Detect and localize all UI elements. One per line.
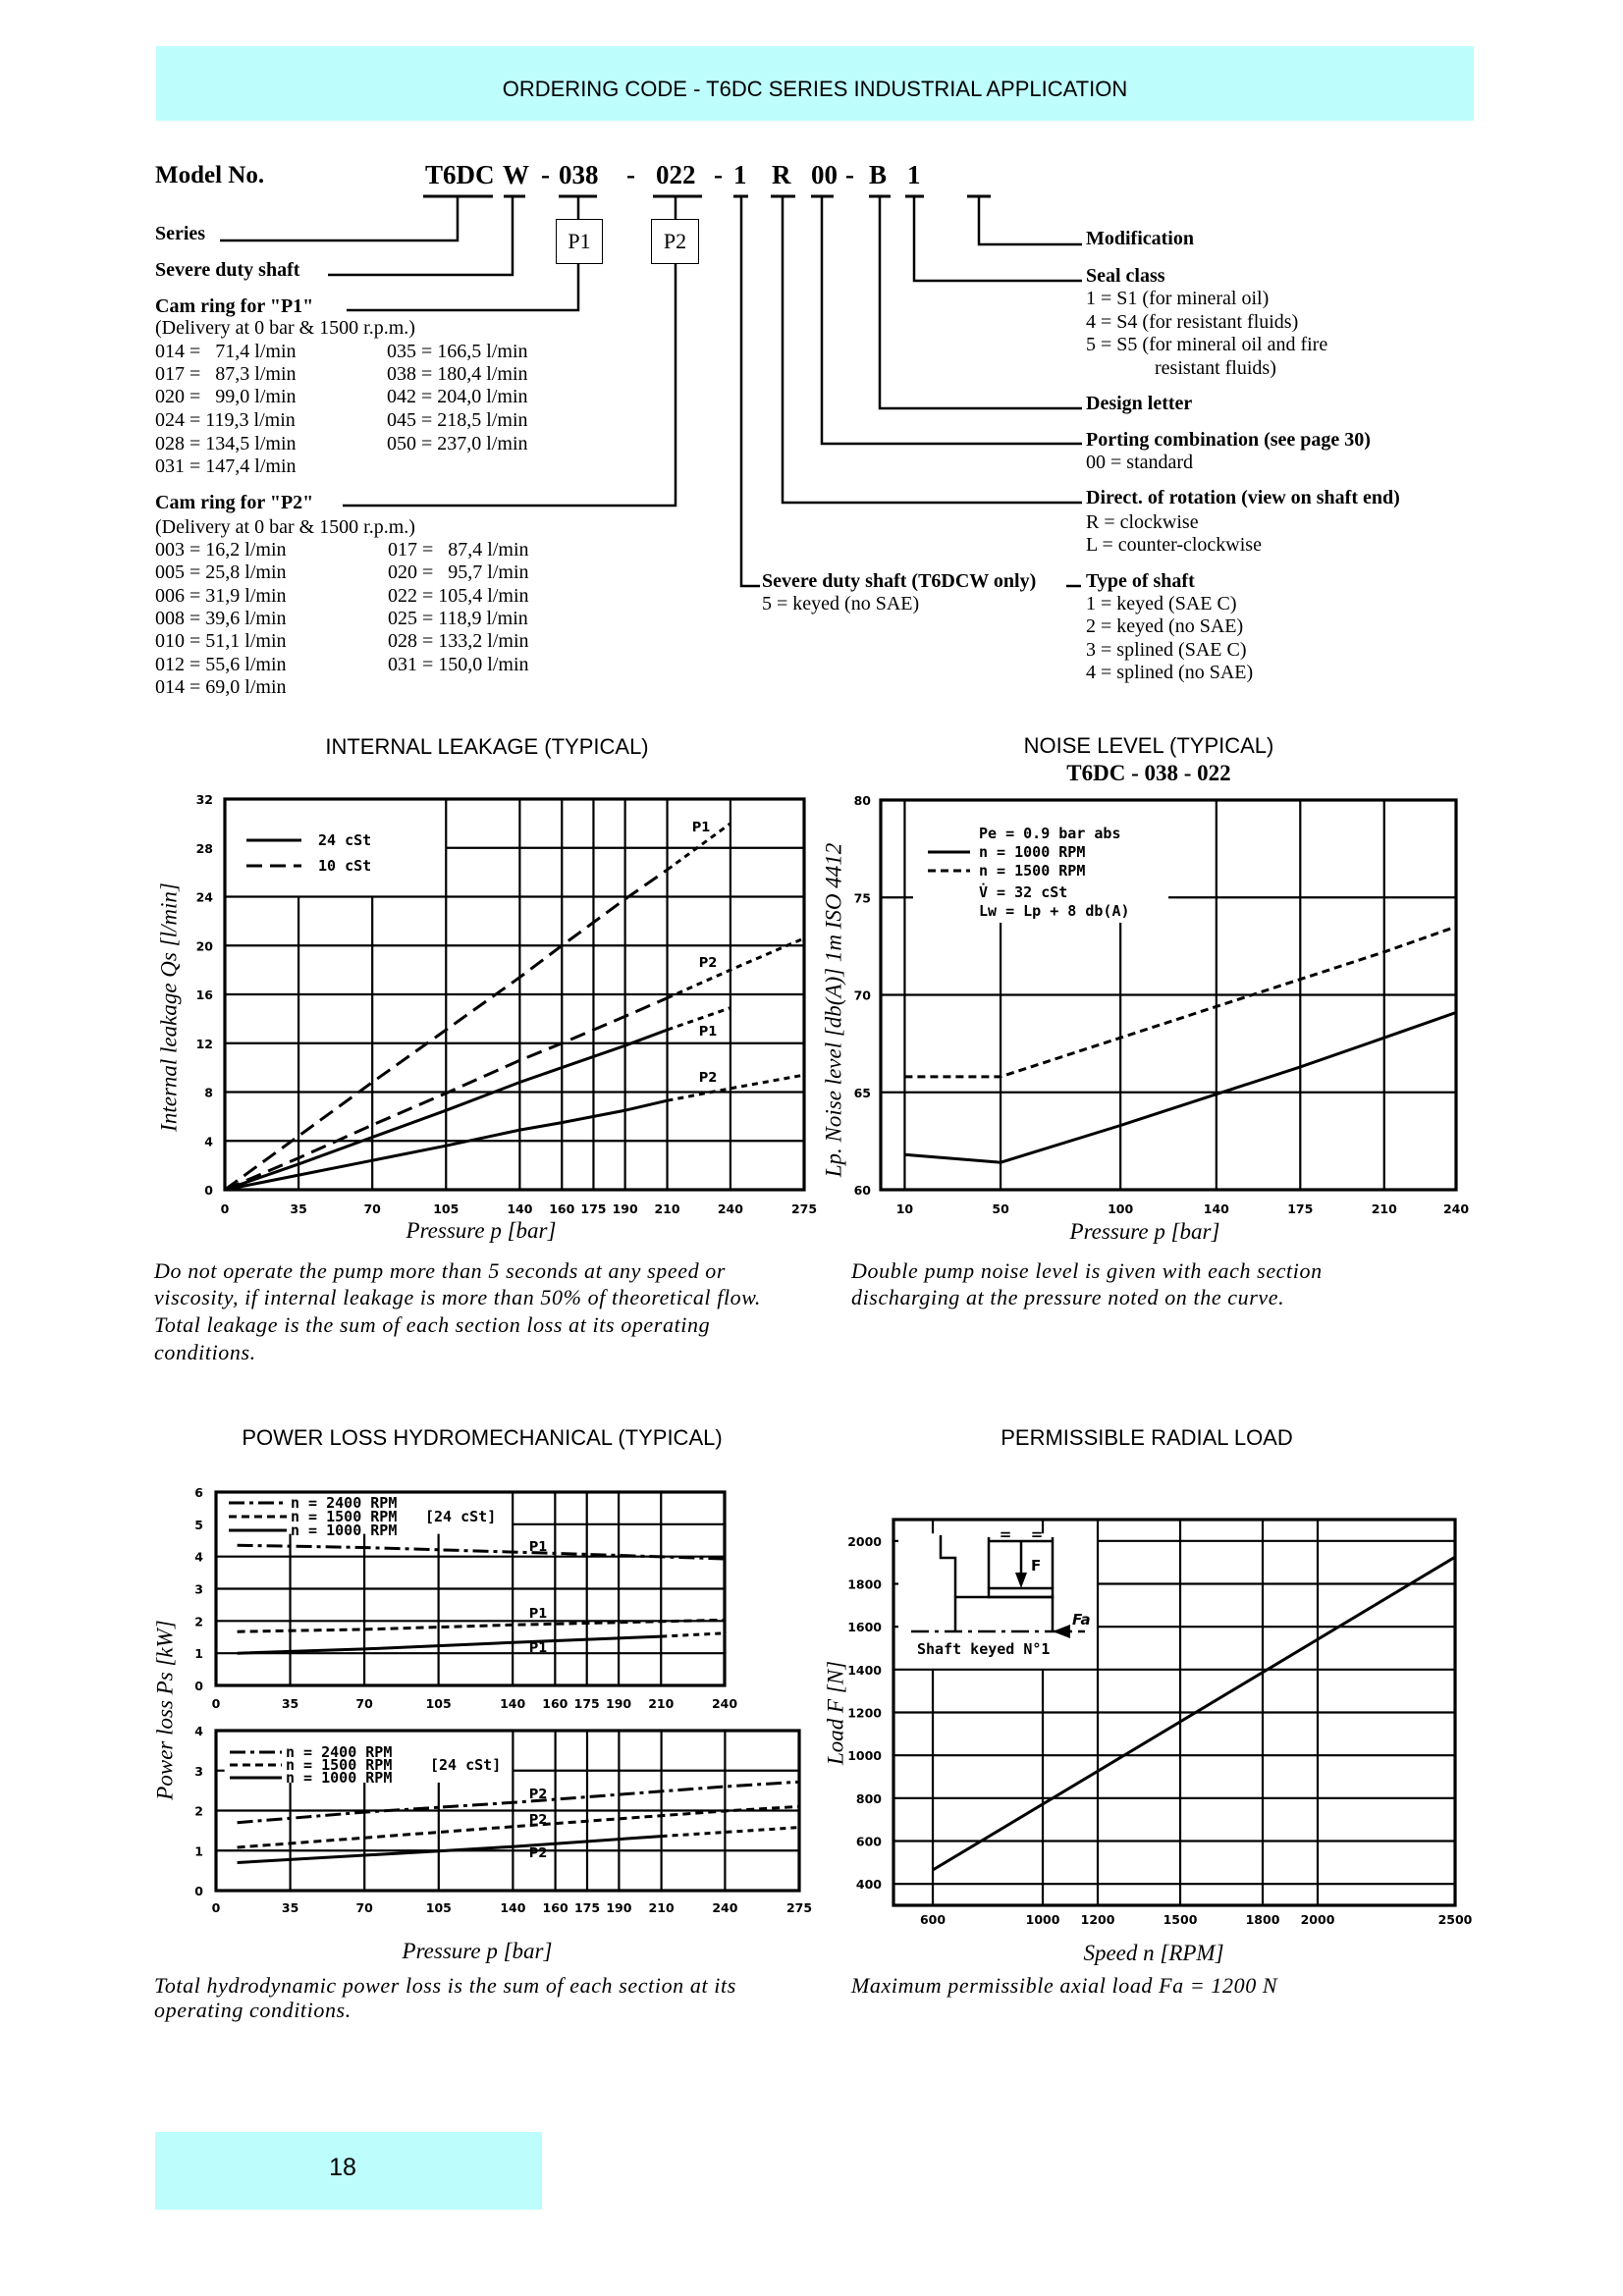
shaft-shoulder-outline	[941, 1535, 955, 1631]
series-line	[238, 1636, 662, 1653]
code-connectors	[220, 197, 1082, 586]
y-tick-label: 4	[204, 1134, 213, 1149]
modification-label: Modification	[1086, 228, 1194, 249]
power-loss-p1-chart	[194, 1485, 737, 1711]
y-tick-label: 4	[194, 1724, 203, 1738]
y-tick-label: 2	[194, 1803, 203, 1819]
series-line-extension	[668, 938, 805, 998]
noise-caption-line: discharging at the pressure noted on the curve.	[851, 1285, 1285, 1309]
chart-legend	[229, 1494, 496, 1539]
legend-entry: 10 cSt	[318, 857, 372, 875]
x-tick-label: 35	[290, 1201, 307, 1216]
cam-ring-p2-title: Cam ring for "P2"	[155, 492, 314, 513]
chart-legend	[230, 1743, 501, 1787]
y-tick-label: 60	[853, 1183, 871, 1198]
x-tick-label: 70	[363, 1201, 381, 1216]
series-label: P2	[528, 1846, 548, 1861]
model-number-label: Model No.	[155, 162, 265, 188]
noise-level-chart	[854, 793, 1470, 1216]
power-loss-p2-chart	[194, 1724, 812, 1915]
x-tick-label: 70	[355, 1696, 373, 1711]
shaft-type-option: 4 = splined (no SAE)	[1086, 662, 1254, 683]
series-line-extension	[662, 1828, 799, 1837]
y-tick-label: 1800	[847, 1576, 882, 1592]
leakage-caption-line: Do not operate the pump more than 5 seconds at any speed or	[154, 1258, 727, 1283]
noise-y-axis-label: Lp. Noise level [db(A)] 1m ISO 4412	[821, 842, 846, 1178]
code-rotation: R	[772, 160, 791, 189]
leakage-caption-line: viscosity, if internal leakage is more than 50% of theoretical flow.	[154, 1285, 762, 1309]
radial-load-chart	[847, 1520, 1472, 1927]
x-tick-label: 175	[573, 1900, 601, 1915]
y-tick-label: 2000	[847, 1533, 882, 1549]
leakage-chart-title: INTERNAL LEAKAGE (TYPICAL)	[325, 734, 649, 759]
dimension-equal-mark: =	[1030, 1525, 1044, 1543]
radial-load-caption: Maximum permissible axial load Fa = 1200 N	[851, 1973, 1278, 1998]
y-tick-label: 1400	[847, 1662, 882, 1678]
x-tick-label: 1800	[1245, 1912, 1280, 1927]
code-separator: -	[541, 160, 550, 189]
cam-ring-p1-option: 045 = 218,5 l/min	[387, 409, 528, 431]
leakage-caption-line: conditions.	[154, 1340, 256, 1364]
x-tick-label: 240	[711, 1696, 738, 1711]
series-label: P2	[698, 1071, 718, 1086]
radial-force-arrow-icon	[1015, 1573, 1027, 1588]
shaft-type-option: 2 = keyed (no SAE)	[1086, 615, 1244, 637]
x-tick-label: 175	[1287, 1201, 1314, 1216]
cam-ring-p1-option: 050 = 237,0 l/min	[387, 433, 528, 454]
x-tick-label: 210	[648, 1696, 675, 1711]
cam-ring-p2-option: 028 = 133,2 l/min	[388, 630, 529, 652]
x-tick-label: 140	[507, 1201, 533, 1216]
cam-ring-p1-option: 031 = 147,4 l/min	[155, 455, 297, 477]
cam-ring-p2-option: 012 = 55,6 l/min	[155, 654, 287, 675]
code-separator: -	[626, 160, 635, 189]
legend-entry: n = 1500 RPM	[979, 862, 1086, 880]
connector-shaft-type	[741, 197, 760, 586]
x-tick-label: 210	[1371, 1201, 1397, 1216]
rotation-option: R = clockwise	[1086, 511, 1199, 533]
y-tick-label: 3	[194, 1581, 203, 1597]
y-tick-label: 2	[194, 1614, 203, 1629]
leakage-x-axis-label: Pressure p [bar]	[406, 1218, 557, 1243]
x-tick-label: 1200	[1080, 1912, 1115, 1927]
cam-ring-p2-option: 022 = 105,4 l/min	[388, 585, 529, 607]
code-shaft-type: 1	[733, 160, 747, 189]
connector-porting	[822, 197, 1082, 444]
x-tick-label: 600	[919, 1912, 947, 1927]
legend-entry: n = 1500 RPM	[291, 1508, 398, 1525]
seal-class-title: Seal class	[1086, 265, 1165, 287]
internal-leakage-chart	[196, 792, 817, 1216]
noise-chart-subtitle: T6DC - 038 - 022	[1066, 761, 1231, 785]
porting-option: 00 = standard	[1086, 452, 1194, 473]
power-loss-x-axis-label: Pressure p [bar]	[402, 1939, 553, 1963]
seal-class-option: 1 = S1 (for mineral oil)	[1086, 288, 1270, 309]
code-porting: 00	[811, 160, 838, 189]
connector-design	[880, 197, 1082, 408]
cam-ring-p1-title: Cam ring for "P1"	[155, 295, 314, 317]
x-tick-label: 105	[425, 1696, 452, 1711]
connector-p1-lower	[347, 264, 578, 310]
shaft-body	[955, 1597, 1053, 1631]
y-tick-label: 1	[194, 1646, 203, 1662]
x-tick-label: 175	[573, 1696, 600, 1711]
power-loss-caption-line: Total hydrodynamic power loss is the sum of each section at its	[154, 1973, 736, 1998]
y-tick-label: 80	[853, 793, 871, 808]
shaft-key	[989, 1588, 1053, 1597]
noise-x-axis-label: Pressure p [bar]	[1069, 1219, 1220, 1244]
x-tick-label: 190	[612, 1201, 638, 1216]
code-p1-cam: 038	[559, 160, 599, 189]
cam-ring-p1-option: 014 = 71,4 l/min	[155, 341, 297, 362]
x-tick-label: 190	[606, 1696, 632, 1711]
series-line	[238, 1837, 662, 1863]
cam-ring-p1-option: 035 = 166,5 l/min	[387, 341, 528, 362]
legend-entry: 24 cSt	[318, 831, 372, 849]
connector-modification	[979, 197, 1082, 244]
series-line	[238, 1782, 799, 1823]
y-tick-label: 32	[195, 792, 213, 807]
x-tick-label: 160	[542, 1900, 568, 1915]
x-tick-label: 0	[211, 1696, 221, 1711]
x-tick-label: 2000	[1300, 1912, 1335, 1927]
y-tick-label: 20	[195, 938, 213, 954]
noise-caption-line: Double pump noise level is given with each section	[851, 1258, 1323, 1283]
legend-viscosity-note: [24 cSt]	[425, 1508, 497, 1525]
x-tick-label: 10	[895, 1201, 914, 1216]
radial-load-y-axis-label: Load F [N]	[823, 1660, 848, 1766]
radial-force-label: F	[1031, 1557, 1042, 1575]
legend-viscosity-note: [24 cSt]	[430, 1756, 502, 1774]
y-tick-label: 65	[853, 1085, 871, 1100]
connector-seal	[914, 197, 1082, 281]
y-tick-label: 0	[204, 1183, 213, 1198]
cam-ring-p1-option: 038 = 180,4 l/min	[387, 363, 528, 385]
cam-ring-p2-option: 010 = 51,1 l/min	[155, 630, 287, 652]
cam-ring-p2-option: 017 = 87,4 l/min	[388, 539, 529, 561]
axial-force-label: Fa	[1072, 1611, 1091, 1629]
code-separator: -	[714, 160, 723, 189]
x-tick-label: 275	[790, 1201, 818, 1216]
x-tick-label: 70	[355, 1900, 373, 1915]
dimension-equal-mark: =	[999, 1525, 1012, 1543]
series-label: P1	[698, 1025, 718, 1040]
x-tick-label: 140	[500, 1696, 526, 1711]
cam-ring-p2-option: 003 = 16,2 l/min	[155, 539, 287, 561]
legend-entry: n = 1000 RPM	[979, 843, 1086, 861]
series-label: P2	[528, 1813, 548, 1828]
y-tick-label: 600	[855, 1834, 882, 1849]
x-tick-label: 50	[992, 1201, 1009, 1216]
axial-force-arrow-icon	[1053, 1625, 1070, 1638]
legend-entry: n = 1000 RPM	[286, 1769, 393, 1787]
x-tick-label: 160	[549, 1201, 575, 1216]
x-tick-label: 105	[433, 1201, 460, 1216]
x-tick-label: 175	[580, 1201, 607, 1216]
y-tick-label: 4	[194, 1549, 203, 1565]
connector-p2-lower	[343, 264, 676, 506]
series-line-extension	[668, 1075, 805, 1100]
page-number: 18	[329, 2154, 356, 2181]
y-tick-label: 1	[194, 1843, 203, 1859]
series-line	[904, 1012, 1456, 1162]
radial-load-x-axis-label: Speed n [RPM]	[1083, 1941, 1224, 1965]
shaft-type-option: 1 = keyed (SAE C)	[1086, 593, 1237, 614]
x-tick-label: 190	[606, 1900, 632, 1915]
series-label: P2	[528, 1788, 548, 1802]
p2-box: P2	[651, 219, 699, 264]
shaft-type-title: Type of shaft	[1086, 570, 1195, 592]
code-design-letter: B	[869, 160, 888, 189]
series-label: P1	[528, 1540, 548, 1555]
y-tick-label: 28	[195, 840, 213, 856]
p1-box: P1	[556, 219, 603, 264]
leakage-caption-line: Total leakage is the sum of each section loss at its operating	[154, 1312, 711, 1337]
x-tick-label: 275	[785, 1900, 813, 1915]
cam-ring-p1-subtitle: (Delivery at 0 bar & 1500 r.p.m.)	[155, 317, 415, 339]
porting-title: Porting combination (see page 30)	[1086, 429, 1371, 451]
connector-rotation	[783, 197, 1082, 503]
design-letter-label: Design letter	[1086, 393, 1193, 414]
cam-ring-p2-option: 005 = 25,8 l/min	[155, 561, 287, 583]
severe-duty-option-title: Severe duty shaft (T6DCW only)	[762, 570, 1037, 592]
shaft-diagram-caption: Shaft keyed N°1	[917, 1640, 1051, 1658]
x-tick-label: 0	[211, 1900, 221, 1915]
x-tick-label: 140	[500, 1900, 526, 1915]
series-label: P1	[528, 1607, 548, 1622]
chart-legend	[928, 825, 1130, 920]
series-label: P1	[528, 1641, 548, 1656]
rotation-option: L = counter-clockwise	[1086, 534, 1262, 556]
y-tick-label: 5	[194, 1517, 203, 1532]
radial-load-chart-title: PERMISSIBLE RADIAL LOAD	[1001, 1425, 1293, 1450]
y-tick-label: 1600	[847, 1620, 882, 1635]
x-tick-label: 0	[220, 1201, 230, 1216]
cam-ring-p1-option: 028 = 134,5 l/min	[155, 433, 297, 454]
x-tick-label: 160	[542, 1696, 568, 1711]
y-tick-label: 0	[194, 1884, 203, 1898]
y-tick-label: 70	[853, 988, 871, 1003]
legend-entry: n = 1000 RPM	[291, 1522, 398, 1539]
x-tick-label: 240	[712, 1900, 738, 1915]
code-series: T6DC	[425, 160, 495, 189]
power-loss-caption-line: operating conditions.	[154, 1998, 352, 2022]
x-tick-label: 210	[648, 1900, 675, 1915]
x-tick-label: 35	[281, 1696, 299, 1711]
y-tick-label: 3	[194, 1763, 203, 1779]
series-line	[238, 1806, 799, 1847]
x-tick-label: 240	[717, 1201, 743, 1216]
rotation-title: Direct. of rotation (view on shaft end)	[1086, 487, 1400, 508]
x-tick-label: 240	[1442, 1201, 1470, 1216]
series-label: P2	[698, 956, 718, 971]
y-tick-label: 16	[195, 988, 213, 1002]
legend-entry: Pe = 0.9 bar abs	[979, 825, 1121, 842]
cam-ring-p2-option: 025 = 118,9 l/min	[388, 608, 528, 629]
y-tick-label: 400	[855, 1877, 882, 1893]
cam-ring-p1-option: 020 = 99,0 l/min	[155, 386, 297, 407]
seal-class-option: 5 = S5 (for mineral oil and fire	[1086, 334, 1328, 355]
cam-ring-p2-subtitle: (Delivery at 0 bar & 1500 r.p.m.)	[155, 516, 415, 538]
cam-ring-p2-option: 020 = 95,7 l/min	[388, 561, 529, 583]
connector-series	[220, 197, 458, 240]
y-tick-label: 24	[195, 889, 213, 905]
cam-ring-p2-option: 006 = 31,9 l/min	[155, 585, 287, 607]
legend-entry: n = 2400 RPM	[286, 1743, 393, 1761]
y-tick-label: 8	[204, 1085, 213, 1100]
x-tick-label: 100	[1108, 1201, 1134, 1216]
legend-entry: n = 1500 RPM	[286, 1756, 393, 1774]
y-tick-label: 12	[195, 1036, 213, 1051]
chart-legend	[246, 831, 371, 875]
leakage-y-axis-label: Internal leakage Qs [l/min]	[156, 882, 182, 1132]
severe-duty-option-item: 5 = keyed (no SAE)	[762, 593, 920, 614]
x-tick-label: 210	[654, 1201, 680, 1216]
code-separator: -	[845, 160, 854, 189]
y-tick-label: 1200	[847, 1705, 882, 1721]
code-seal-class: 1	[907, 160, 921, 189]
x-tick-label: 1000	[1025, 1912, 1060, 1927]
legend-entry: Lw = Lp + 8 db(A)	[979, 902, 1130, 920]
x-tick-label: 140	[1203, 1201, 1229, 1216]
severe-duty-shaft-label: Severe duty shaft	[155, 259, 300, 281]
x-tick-label: 35	[281, 1900, 299, 1915]
series-label: Series	[155, 223, 206, 244]
series-line	[904, 927, 1456, 1077]
shaft-type-option: 3 = splined (SAE C)	[1086, 639, 1247, 661]
x-tick-label: 2500	[1437, 1912, 1473, 1927]
series-line-extension	[661, 1633, 725, 1636]
y-tick-label: 1000	[847, 1748, 882, 1764]
cam-ring-p2-option: 014 = 69,0 l/min	[155, 676, 287, 698]
seal-class-option: 4 = S4 (for resistant fluids)	[1086, 311, 1299, 333]
cam-ring-p2-option: 008 = 39,6 l/min	[155, 608, 287, 629]
series-label: P1	[691, 821, 711, 835]
legend-entry: V̇ = 32 cSt	[979, 883, 1068, 901]
power-loss-chart-title: POWER LOSS HYDROMECHANICAL (TYPICAL)	[242, 1425, 723, 1450]
noise-chart-title: NOISE LEVEL (TYPICAL)	[1023, 733, 1274, 758]
x-tick-label: 1500	[1163, 1912, 1198, 1927]
y-tick-label: 75	[853, 890, 871, 906]
page-title: ORDERING CODE - T6DC SERIES INDUSTRIAL APPLICATION	[502, 77, 1128, 101]
power-loss-y-axis-label: Power loss Ps [kW]	[152, 1620, 178, 1800]
code-p2-cam: 022	[656, 160, 696, 189]
y-tick-label: 6	[194, 1485, 203, 1500]
connector-severe-duty	[328, 197, 513, 275]
shaft-diagram-inset	[911, 1525, 1091, 1658]
cam-ring-p1-option: 017 = 87,3 l/min	[155, 363, 297, 385]
y-tick-label: 800	[855, 1790, 882, 1806]
cam-ring-p2-option: 031 = 150,0 l/min	[388, 654, 529, 675]
legend-entry: n = 2400 RPM	[291, 1494, 398, 1512]
y-tick-label: 0	[194, 1679, 203, 1693]
cam-ring-p1-option: 024 = 119,3 l/min	[155, 409, 296, 431]
cam-ring-p1-option: 042 = 204,0 l/min	[387, 386, 528, 407]
seal-class-option-continued: resistant fluids)	[1155, 357, 1276, 379]
x-tick-label: 105	[425, 1900, 452, 1915]
code-severe-duty: W	[503, 160, 529, 189]
